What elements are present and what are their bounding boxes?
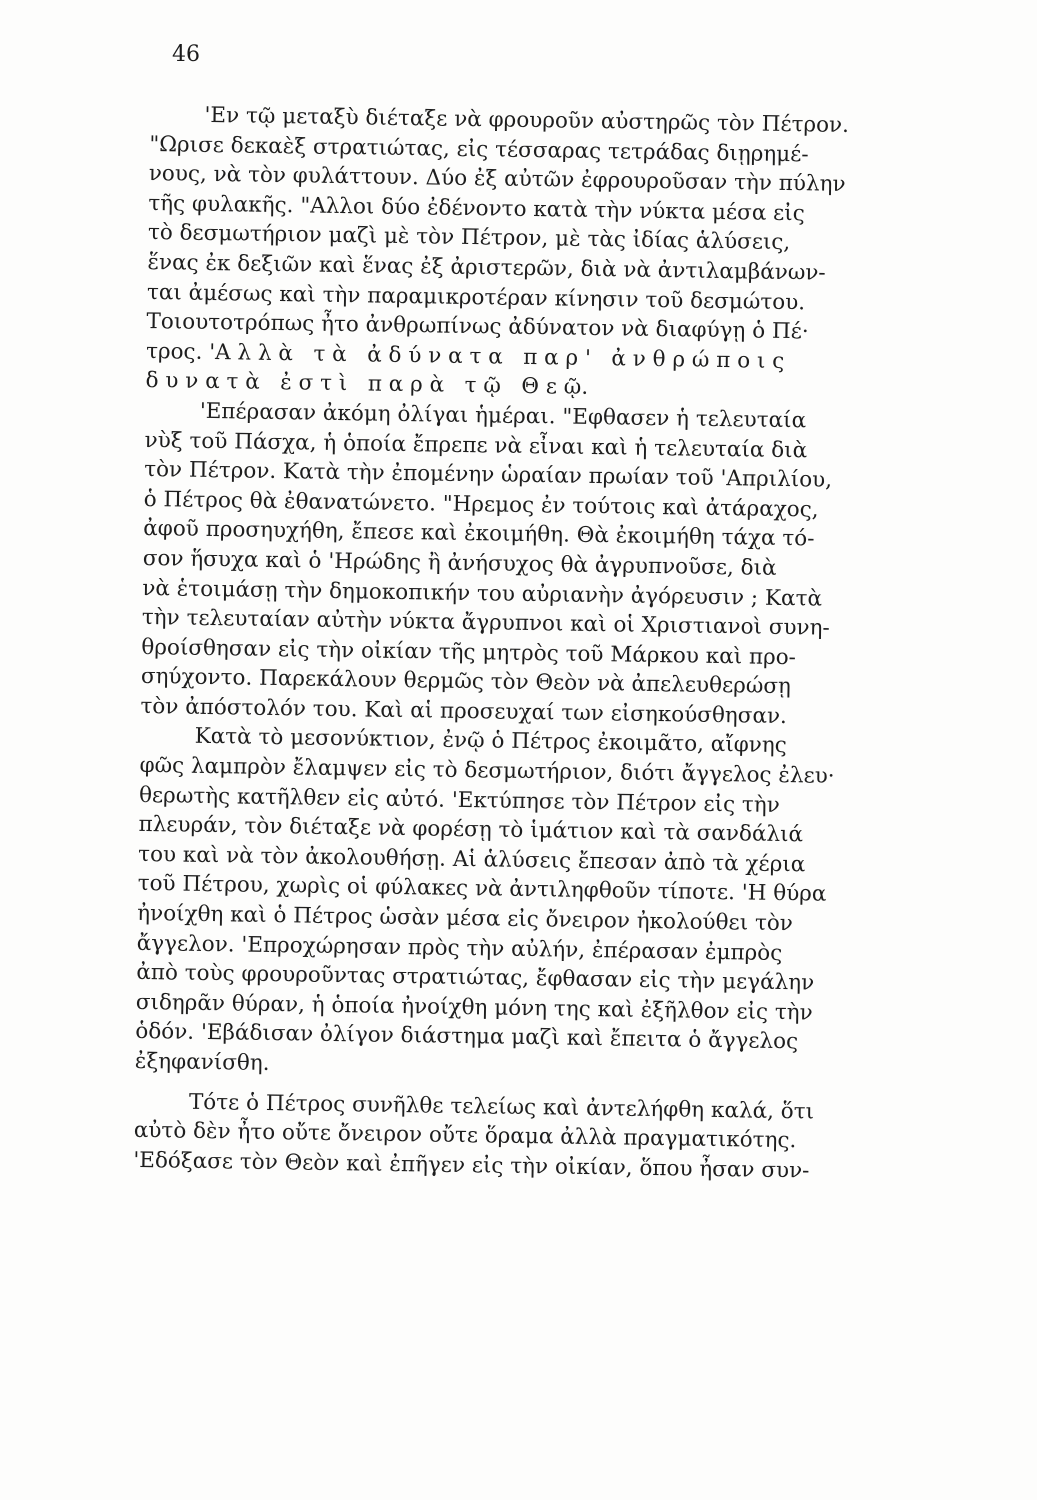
text-line: ἀφοῦ προσηυχήθη, ἔπεσε καὶ ἐκοιμήθη. Θὰ ἐκοιμήθη τάχα τό- xyxy=(143,516,815,552)
text-line: σιδηρᾶν θύραν, ἡ ὁποία ἠνοίχθη μόνη της καὶ ἐξῆλθον εἰς τὴν xyxy=(135,989,813,1026)
text-line: θερωτὴς κατῆλθεν εἰς αὐτό. 'Εκτύπησε τὸν Πέτρον εἰς τὴν xyxy=(138,782,780,818)
text-line: ἕνας ἐκ δεξιῶν καὶ ἕνας ἐξ ἀριστερῶν, διὰ νὰ ἀντιλαμβάνων- xyxy=(147,249,826,286)
text-line: ται ἀμέσως καὶ τὴν παραμικροτέραν κίνησιν τοῦ δεσμώτου. xyxy=(146,279,806,315)
text-line: του καὶ νὰ τὸν ἀκολουθήσῃ. Αἱ ἁλύσεις ἔπεσαν ἀπὸ τὰ χέρια xyxy=(137,841,806,878)
text-line: 'Εδόξασε τὸν Θεὸν καὶ ἐπῆγεν εἰς τὴν οἰκίαν, ὅπου ἦσαν συν- xyxy=(133,1147,810,1184)
text-line: τὸ δεσμωτήριον μαζὶ μὲ τὸν Πέτρον, μὲ τὰς ἰδίας ἁλύσεις, xyxy=(147,220,791,256)
text-line: τὸν ἀπόστολόν του. Καὶ αἱ προσευχαί των εἰσηκούσθησαν. xyxy=(140,693,788,729)
text-line: ἠνοίχθη καὶ ὁ Πέτρος ὡσὰν μέσα εἰς ὄνειρον ἠκολούθει τὸν xyxy=(137,900,794,937)
text-line: νους, νὰ τὸν φυλάττουν. Δύο ἐξ αὐτῶν ἐφρουροῦσαν τὴν πύλην xyxy=(148,161,846,198)
text-line: θροίσθησαν εἰς τὴν οἰκίαν τῆς μητρὸς τοῦ Μάρκου καὶ προ- xyxy=(141,634,797,670)
text-line: "Ωρισε δεκαὲξ στρατιώτας, εἰς τέσσαρας τετράδας διῃρημέ- xyxy=(149,131,809,167)
text-line: ὁ Πέτρος θὰ ἐθανατώνετο. "Ηρεμος ἐν τούτοις καὶ ἀτάραχος, xyxy=(143,486,819,523)
text-line: τρος. 'Α λ λ ὰ τ ὰ ἀ δ ύ ν α τ α π α ρ ' ἀ ν θ ρ ώ π ο ι ς xyxy=(145,338,785,374)
text-line: ἐξηφανίσθη. xyxy=(134,1048,270,1076)
text-line: νὰ ἑτοιμάσῃ τὴν δημοκοπικήν του αὐριανὴν ἀγόρευσιν ; Κατὰ xyxy=(142,575,823,612)
text-line: 'Εν τῷ μεταξὺ διέταξε νὰ φρουροῦν αὐστηρῶς τὸν Πέτρον. xyxy=(149,101,850,138)
text-line: πλευράν, τὸν διέταξε νὰ φορέσῃ τὸ ἱμάτιον καὶ τὰ σανδάλιά xyxy=(138,812,804,848)
text-line: τὸν Πέτρον. Κατὰ τὴν ἐπομένην ὡραίαν πρωίαν τοῦ 'Απριλίου, xyxy=(143,457,833,493)
text-line: φῶς λαμπρὸν ἔλαμψεν εἰς τὸ δεσμωτήριον, διότι ἄγγελος ἐλευ· xyxy=(139,752,835,789)
page-number: 46 xyxy=(172,42,200,67)
text-line: αὐτὸ δὲν ἦτο οὔτε ὄνειρον οὔτε ὅραμα ἀλλὰ πραγματικότης. xyxy=(133,1118,797,1154)
text-line: δ υ ν α τ ὰ ἐ σ τ ὶ π α ρ ὰ τ ῷ Θ ε ῷ. xyxy=(145,368,589,401)
text-line: Τοιουτοτρόπως ἦτο ἀνθρωπίνως ἀδύνατον νὰ διαφύγῃ ὁ Πέ· xyxy=(146,309,809,345)
text-line: τὴν τελευταίαν αὐτὴν νύκτα ἄγρυπνοι καὶ οἱ Χριστιανοὶ συνη- xyxy=(141,605,830,641)
text-line: τοῦ Πέτρου, χωρὶς οἱ φύλακες νὰ ἀντιληφθοῦν τίποτε. 'Η θύρα xyxy=(137,871,827,908)
text-line: Τότε ὁ Πέτρος συνῆλθε τελείως καὶ ἀντελήφθη καλά, ὅτι xyxy=(134,1088,815,1125)
text-line: ὁδόν. 'Εβάδισαν ὀλίγον διάστημα μαζὶ καὶ ἔπειτα ὁ ἄγγελος xyxy=(135,1019,799,1055)
text-line: 'Επέρασαν ἀκόμη ὀλίγαι ἡμέραι. "Εφθασεν ἡ τελευταία xyxy=(144,397,807,434)
text-line: ἄγγελον. 'Επροχώρησαν πρὸς τὴν αὐλήν, ἐπέρασαν ἐμπρὸς xyxy=(136,930,783,966)
text-line: νὺξ τοῦ Πάσχα, ἡ ὁποία ἔπρεπε νὰ εἶναι καὶ ἡ τελευταία διὰ xyxy=(144,427,808,463)
text-line: σον ἥσυχα καὶ ὁ 'Ηρώδης ἢ ἀνήσυχος θὰ ἀγρυπνοῦσε, διὰ xyxy=(142,545,777,581)
text-line: σηύχοντο. Παρεκάλουν θερμῶς τὸν Θεὸν νὰ ἀπελευθερώσῃ xyxy=(140,664,792,700)
text-line: Κατὰ τὸ μεσονύκτιον, ἐνῷ ὁ Πέτρος ἐκοιμᾶτο, αἴφνης xyxy=(139,723,787,759)
text-line: τῆς φυλακῆς. "Αλλοι δύο ἐδένοντο κατὰ τὴν νύκτα μέσα εἰς xyxy=(148,190,805,227)
body-text xyxy=(133,100,1010,1189)
text-line: ἀπὸ τοὺς φρουροῦντας στρατιώτας, ἔφθασαν εἰς τὴν μεγάλην xyxy=(136,960,815,996)
